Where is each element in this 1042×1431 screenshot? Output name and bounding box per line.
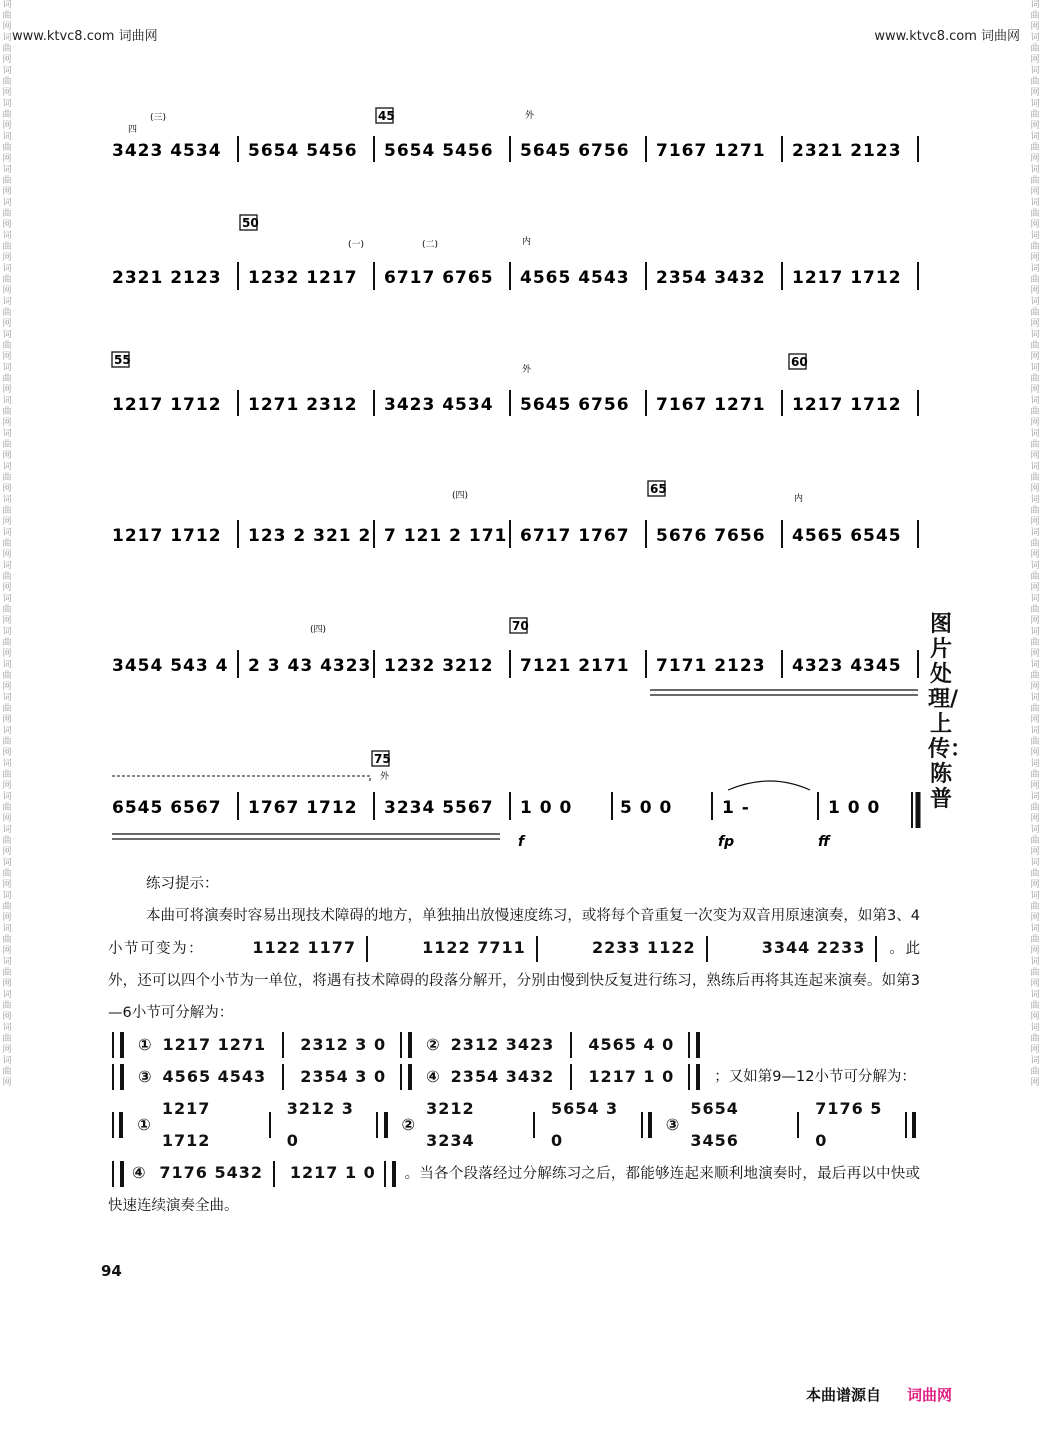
practice-text: 。此外，还可以四个小节为一单位，将遇有技术障碍的段落分解开，分别由慢到快反复进行练习，熟练后再将其连起来演奏。如第3—6小节可分解为： (108, 941, 921, 1021)
measure: 7167 1271 (656, 141, 766, 161)
measure: 1 - (722, 798, 750, 818)
bar-number-65 (648, 481, 667, 496)
measure: 4565 6545 (792, 526, 902, 546)
dynamic-mark: ff (818, 834, 830, 850)
fingering-mark: 内 (522, 237, 532, 247)
segment-measure: 7176 5432 (159, 1163, 264, 1182)
dynamic-mark: fp (718, 834, 735, 850)
svg-text:50: 50 (242, 216, 259, 230)
segment-line (108, 1029, 920, 1061)
segment-number: ② (426, 1035, 441, 1054)
measure: 1217 1712 (112, 395, 222, 415)
source-note (806, 1384, 952, 1405)
fingering-mark: (四) (310, 625, 327, 635)
measure: 1 0 0 (828, 798, 881, 818)
score-row-3 (112, 352, 918, 416)
practice-paragraph (108, 1157, 920, 1222)
fingering-mark: (三) (150, 113, 167, 123)
octave-bracket (112, 776, 370, 782)
page-number: 94 (101, 1262, 122, 1280)
score-row-1 (112, 108, 918, 162)
measure: 5645 6756 (520, 141, 630, 161)
segment-measure: 1217 1271 (162, 1035, 267, 1054)
svg-text:65: 65 (650, 482, 667, 496)
segment-measure: 1217 1712 (161, 1099, 211, 1150)
measure: 5654 5456 (384, 141, 494, 161)
measure: 5654 5456 (248, 141, 358, 161)
measure: 1 0 0 (520, 798, 573, 818)
bar-number-45 (376, 108, 395, 123)
svg-text:55: 55 (114, 353, 131, 367)
source-label: 本曲谱源自 (806, 1386, 882, 1404)
segment-measure: 1217 1 0 (289, 1163, 376, 1182)
fingering-mark: (一) (348, 240, 365, 250)
svg-text:45: 45 (378, 109, 395, 123)
score-row-4 (112, 481, 918, 548)
segment-measure: 7176 5 0 (815, 1099, 883, 1150)
segment-measure: 5654 3456 (690, 1099, 739, 1150)
segment-measure: 1217 1 0 (588, 1067, 675, 1086)
segment-number: ③ (138, 1067, 153, 1086)
measure: 3454 543 4 (112, 656, 229, 676)
measure: 7171 2123 (656, 656, 766, 676)
svg-text:75: 75 (374, 752, 391, 766)
bar-number-75 (372, 751, 391, 766)
measure: 5645 6756 (520, 395, 630, 415)
segment-number: ④ (132, 1163, 147, 1182)
measure: 6717 6765 (384, 268, 494, 288)
source-brand[interactable]: 词曲网 (907, 1386, 953, 1404)
practice-text: ；又如第9—12小节可分解为： (714, 1069, 916, 1085)
measure: 7121 2171 (520, 656, 630, 676)
measure: 5 0 0 (620, 798, 673, 818)
measure: 6545 6567 (112, 798, 222, 818)
practice-tips (108, 868, 920, 1222)
segment-number: ④ (426, 1067, 441, 1086)
example-measure: 1122 7711 (422, 938, 526, 957)
fingering-mark: 外 (525, 111, 535, 121)
practice-text: 本曲可将演奏时容易出现技术障碍的地方，单独抽出放慢速度练习，或将每个音重复一次变为双音用原速演奏，如第3、4小节可变为： (108, 908, 920, 957)
bar-number-55 (112, 352, 131, 367)
fingering-mark: 外 (522, 365, 532, 375)
upload-credit: 图片处理/上传：陈普 (928, 612, 973, 812)
measure: 4323 4345 (792, 656, 902, 676)
practice-title: 练习提示： (146, 876, 219, 892)
svg-text:70: 70 (512, 619, 529, 633)
dynamic-mark: f (518, 834, 525, 850)
header-right: www.ktvc8.com 词曲网 (874, 29, 1020, 44)
example-measure: 1122 1177 (252, 938, 356, 957)
measure: 7 121 2 171 (384, 526, 508, 546)
svg-text:60: 60 (791, 355, 808, 369)
segment-measure: 4565 4543 (162, 1067, 267, 1086)
segment-measure: 3212 3 0 (286, 1099, 354, 1150)
segment-measure: 2354 3 0 (300, 1067, 387, 1086)
measure: 3234 5567 (384, 798, 494, 818)
measure: 1217 1712 (792, 268, 902, 288)
bar-number-70 (510, 618, 529, 633)
measure: 1271 2312 (248, 395, 358, 415)
measure: 2321 2123 (792, 141, 902, 161)
segment-measure: 4565 4 0 (588, 1035, 675, 1054)
measure: 1217 1712 (792, 395, 902, 415)
left-watermark-strip: 词曲网词曲网词曲网词曲网词曲网词曲网词曲网词曲网词曲网词曲网词曲网词曲网词曲网词曲网词曲网词曲网词曲网词曲网词曲网词曲网词曲网词曲网词曲网词曲网词曲网词曲网词曲网词曲网词曲网词曲网词曲网词曲网词曲网 (2, 0, 12, 1088)
segment-number: ③ (665, 1115, 681, 1134)
measure: 2354 3432 (656, 268, 766, 288)
measure: 123 2 321 2 (248, 526, 372, 546)
segment-number: ② (401, 1115, 417, 1134)
measure: 2321 2123 (112, 268, 222, 288)
measure: 1232 1217 (248, 268, 358, 288)
measure: 3423 4534 (384, 395, 494, 415)
fingering-mark: 内 (794, 494, 804, 504)
measure: 5676 7656 (656, 526, 766, 546)
measure: 7167 1271 (656, 395, 766, 415)
practice-text: 。当各个段落经过分解练习之后，都能够连起来顺利地演奏时，最后再以中快或快速连续演奏全曲。 (108, 1166, 921, 1214)
segment-measure: 5654 3 0 (550, 1099, 619, 1150)
measure: 2 3 43 4323 (248, 656, 372, 676)
score-row-6 (112, 751, 918, 850)
tie-arc (728, 781, 810, 790)
measure: 3423 4534 (112, 141, 222, 161)
segment-measure: 3212 3234 (426, 1099, 475, 1150)
measure: 1232 3212 (384, 656, 494, 676)
fingering-mark: 外 (380, 772, 390, 782)
segment-line (108, 1093, 920, 1157)
practice-paragraph (108, 900, 920, 1029)
segment-measure: 2312 3 0 (300, 1035, 387, 1054)
fingering-mark: (四) (452, 491, 469, 501)
measure: 1217 1712 (112, 526, 222, 546)
example-measure: 2233 1122 (591, 938, 696, 957)
header-left: www.ktvc8.com 词曲网 (12, 29, 158, 44)
segment-measure: 2312 3423 (450, 1035, 555, 1054)
measure: 4565 4543 (520, 268, 630, 288)
right-watermark-strip: 词曲网词曲网词曲网词曲网词曲网词曲网词曲网词曲网词曲网词曲网词曲网词曲网词曲网词曲网词曲网词曲网词曲网词曲网词曲网词曲网词曲网词曲网词曲网词曲网词曲网词曲网词曲网词曲网词曲网词曲网词曲网词曲网词曲网 (1030, 0, 1040, 1088)
fingering-mark: 四 (128, 125, 138, 135)
segment-number: ① (138, 1035, 153, 1054)
segment-number: ① (137, 1115, 152, 1134)
score-row-2 (112, 215, 918, 290)
measure: 1767 1712 (248, 798, 358, 818)
measure: 6717 1767 (520, 526, 630, 546)
score-row-5 (112, 618, 918, 695)
bar-number-60 (789, 354, 808, 369)
segment-measure: 2354 3432 (450, 1067, 555, 1086)
fingering-mark: (二) (422, 240, 439, 250)
segment-line (108, 1061, 920, 1093)
bar-number-50 (240, 215, 259, 230)
example-measure: 3344 2233 (761, 938, 866, 957)
